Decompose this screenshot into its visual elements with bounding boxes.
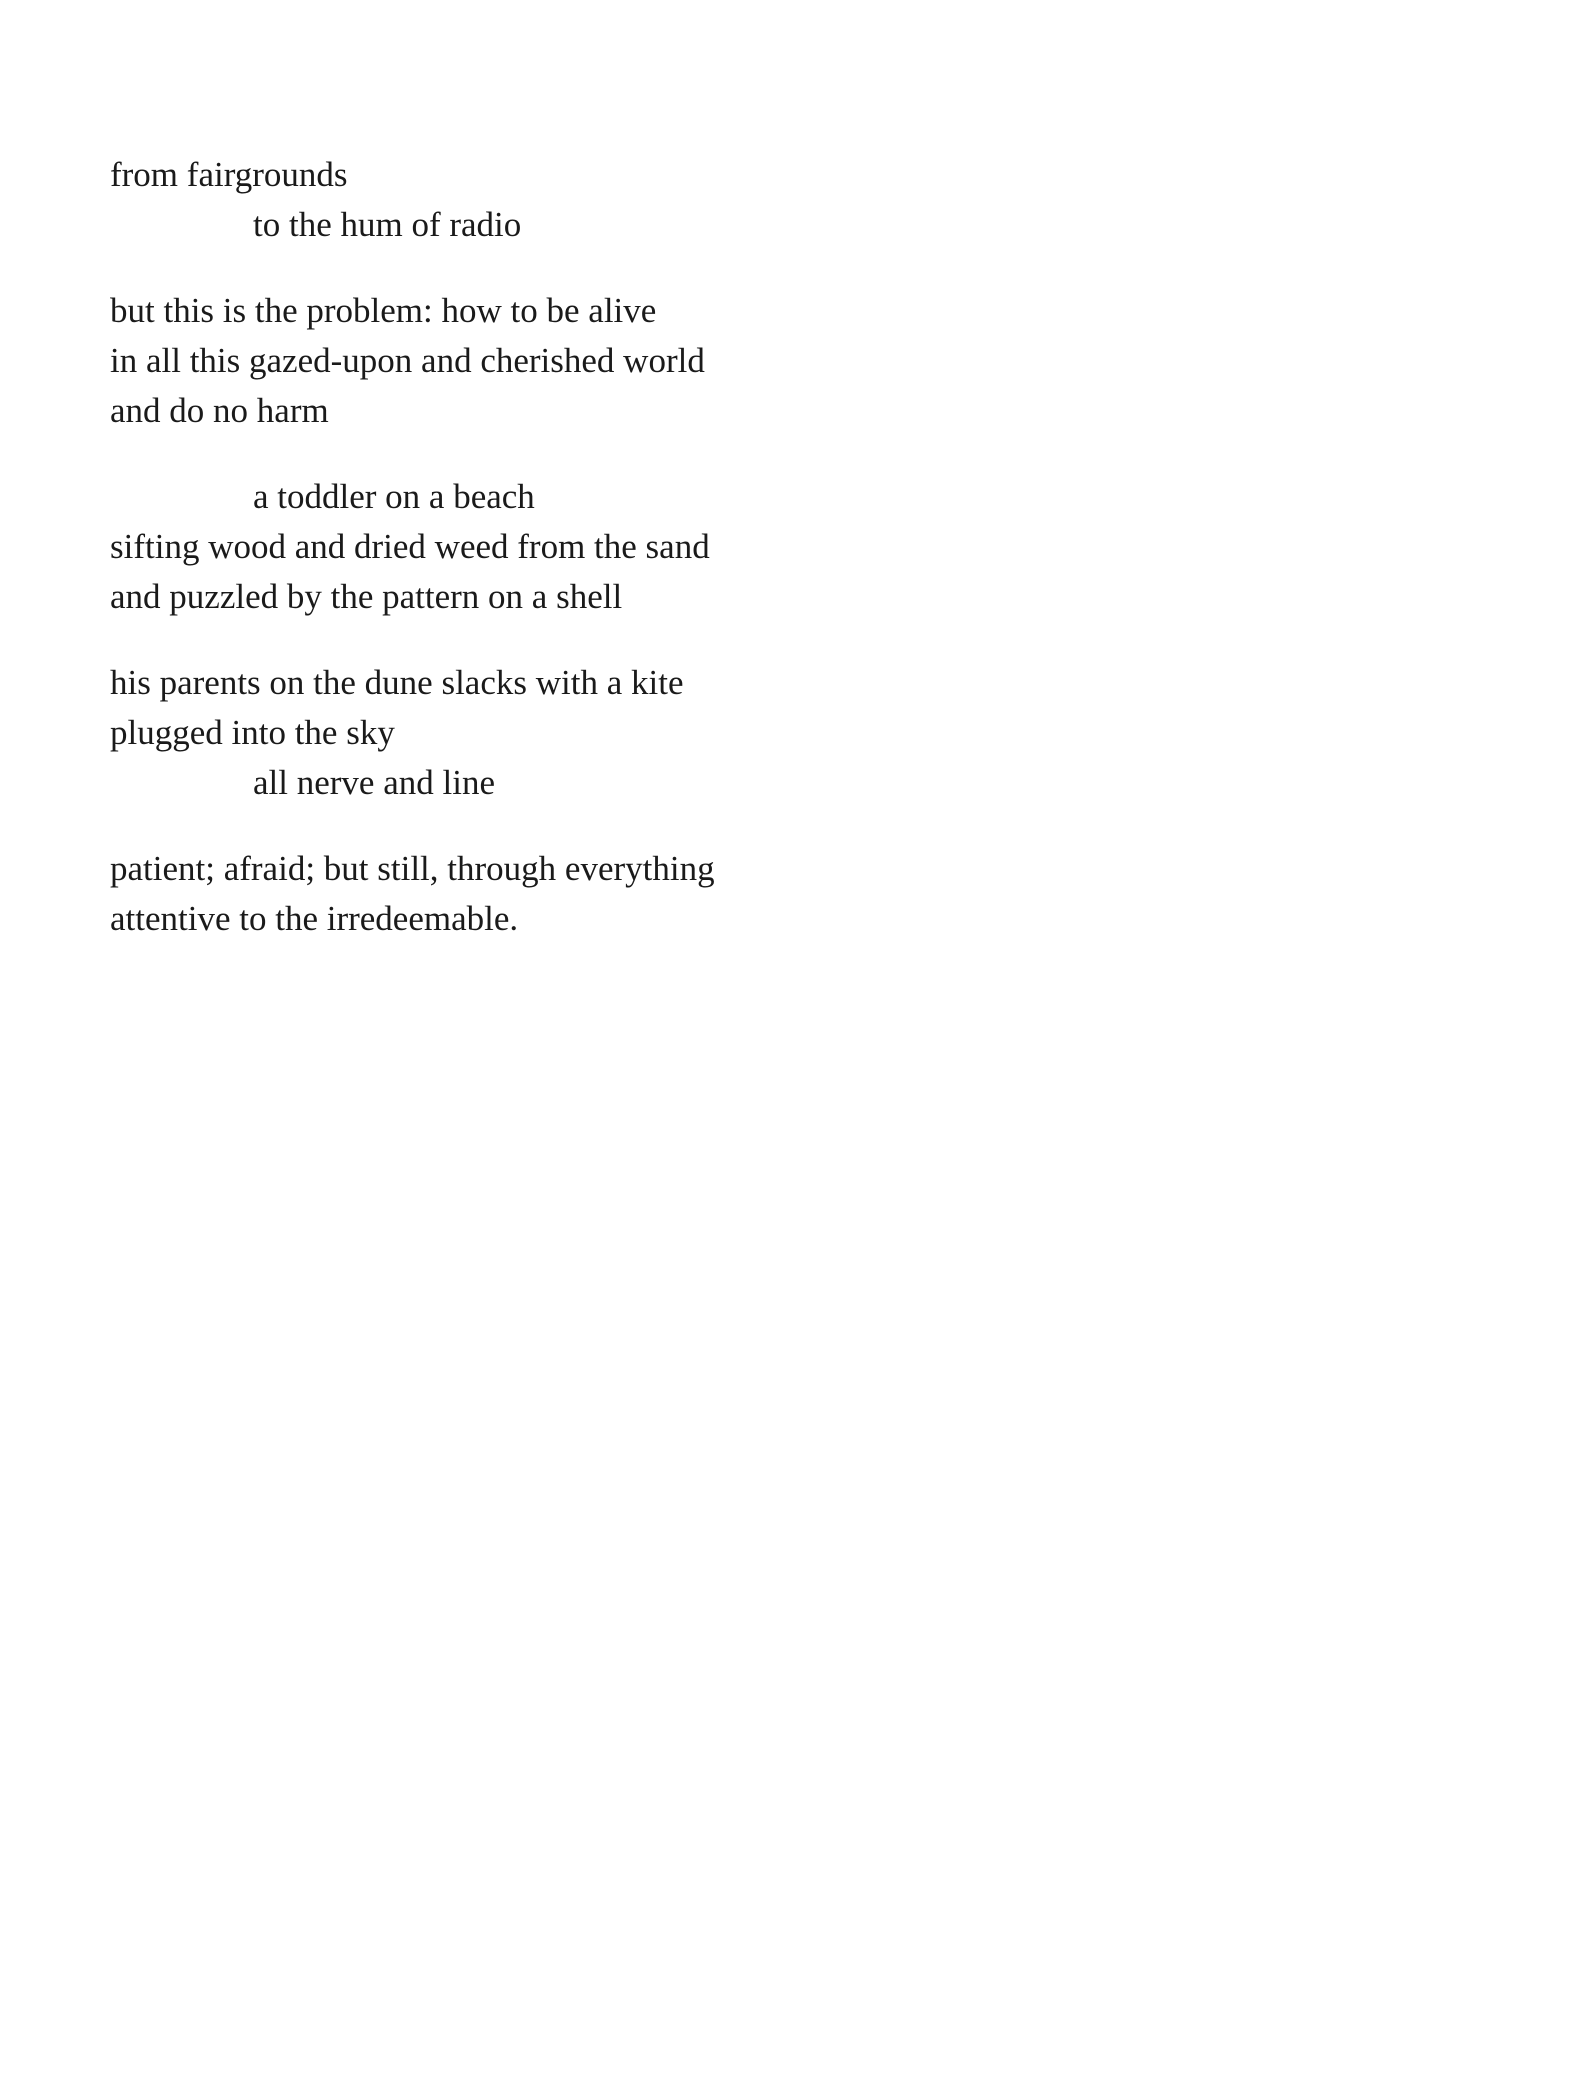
poem-line: but this is the problem: how to be alive: [110, 291, 657, 330]
stanza-3: [110, 472, 1410, 622]
poem-line: attentive to the irredeemable.: [110, 899, 519, 938]
poem-line-indented: all nerve and line: [253, 763, 495, 802]
poem-line: patient; afraid; but still, through everything: [110, 849, 715, 888]
poem-line: from fairgrounds: [110, 155, 348, 194]
poem-line: plugged into the sky: [110, 713, 395, 752]
poem-body: [110, 150, 1410, 980]
poem-line: sifting wood and dried weed from the sand: [110, 527, 710, 566]
poem-line-indented: a toddler on a beach: [253, 477, 535, 516]
poem-line: and do no harm: [110, 391, 329, 430]
stanza-4: [110, 658, 1410, 808]
poem-line: his parents on the dune slacks with a kite: [110, 663, 684, 702]
poem-line: in all this gazed-upon and cherished world: [110, 341, 705, 380]
poem-line-indented: to the hum of radio: [253, 205, 522, 244]
stanza-1: [110, 150, 1410, 250]
stanza-5: [110, 844, 1410, 944]
stanza-2: [110, 286, 1410, 436]
poem-line: and puzzled by the pattern on a shell: [110, 577, 623, 616]
